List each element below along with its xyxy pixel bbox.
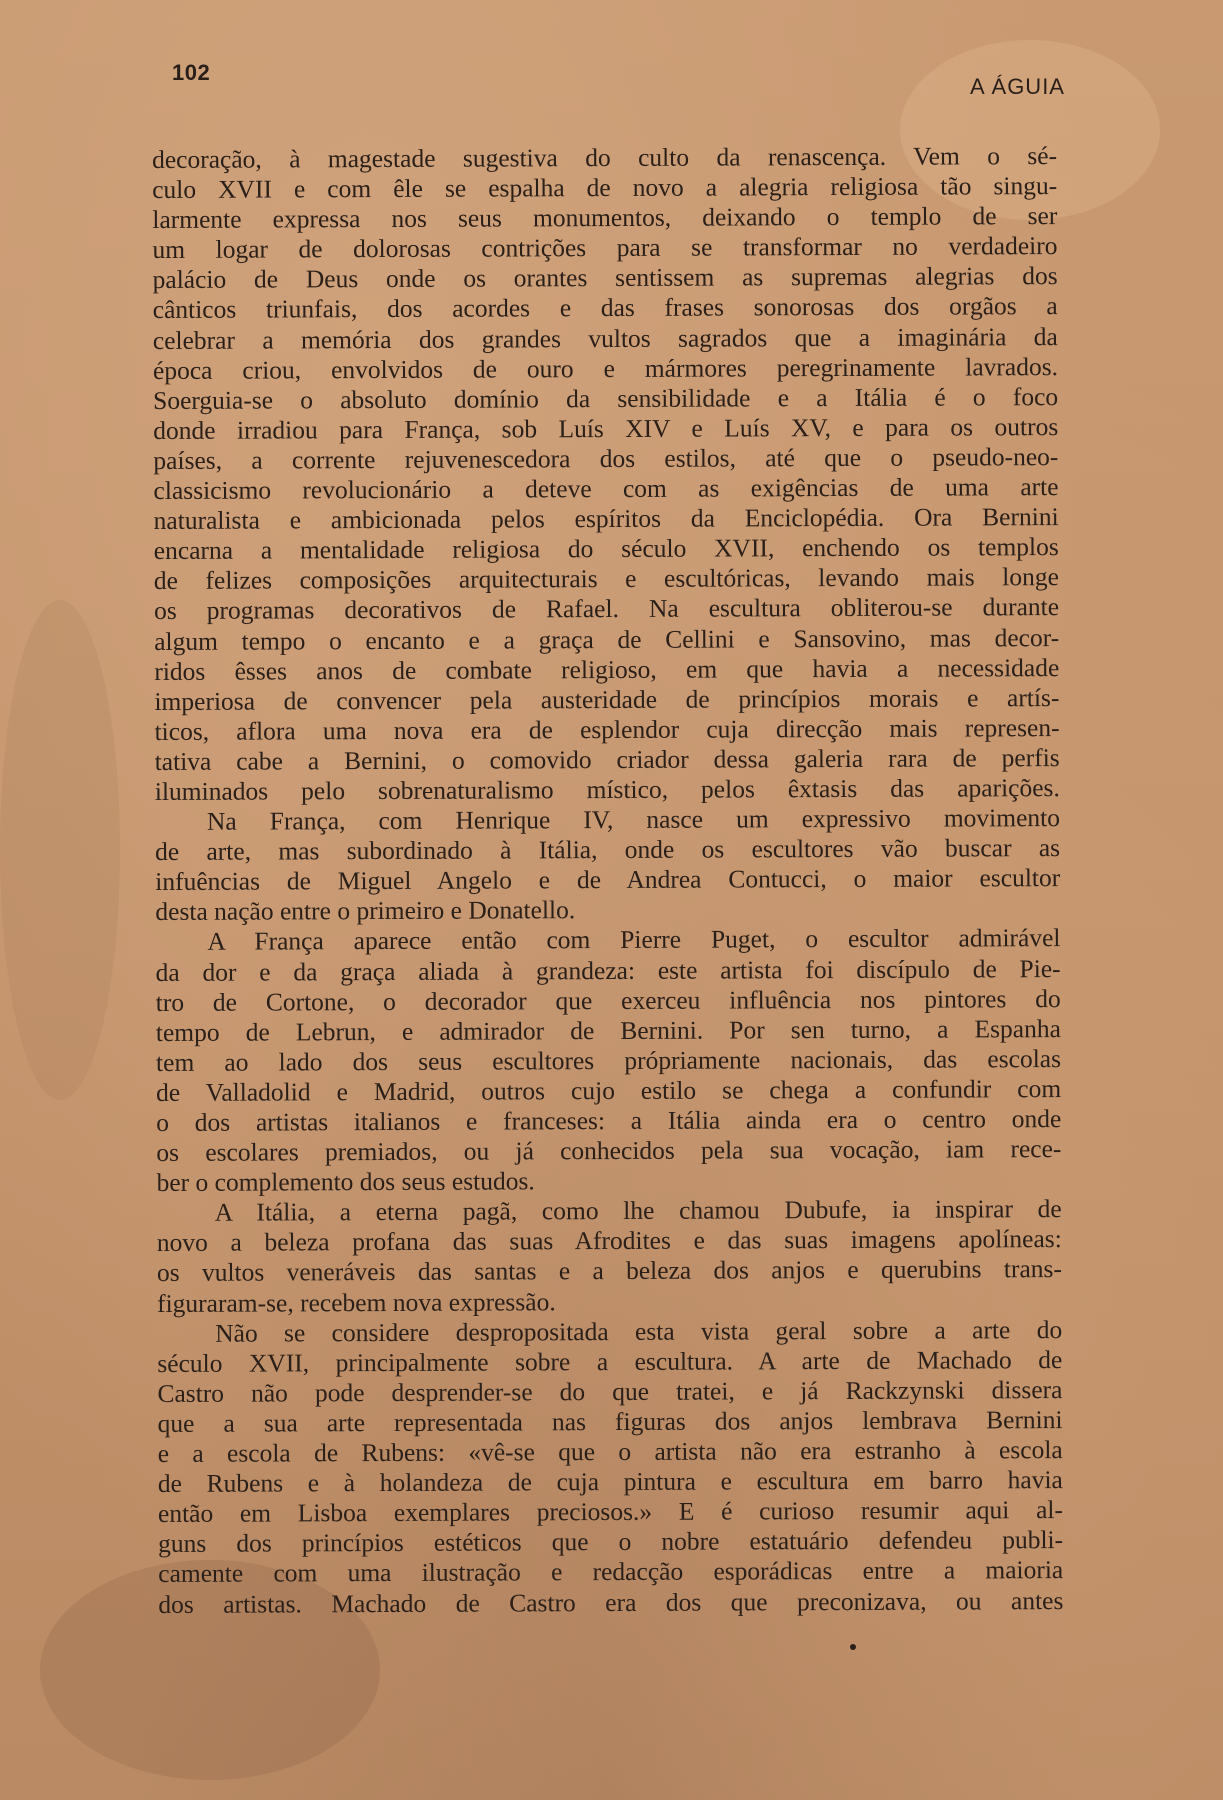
text-line: século XVII, principalmente sobre a escultura. A arte de Machado de — [157, 1344, 1063, 1378]
page-number: 102 — [172, 60, 211, 85]
text-line: culo XVII e com êle se espalha de novo a alegria religiosa tão singu- — [152, 171, 1058, 205]
text-line: decoração, à magestade sugestiva do culto da renascença. Vem o sé- — [152, 141, 1058, 174]
text-line: então em Lisboa exemplares preciosos.» E é curioso resumir aqui al- — [157, 1495, 1064, 1529]
text-line: época criou, envolvidos de ouro e mármores peregrinamente lavrados. — [152, 351, 1059, 385]
paragraph-first-line: Não se considere despropositada esta vista geral sobre a arte do — [215, 1314, 1063, 1348]
text-line: iluminados pelo sobrenaturalismo místico, pelos êxtasis das aparições. — [154, 773, 1060, 806]
text-line: de arte, mas subordinado à Itália, onde os escultores vão buscar as — [155, 833, 1061, 867]
text-line: larmente expressa nos seus monumentos, deixando o templo de ser — [152, 201, 1058, 235]
text-line: da dor e da graça aliada à grandeza: este artista foi discípulo de Pie- — [155, 953, 1061, 987]
text-line: encarna a mentalidade religiosa do século XVII, enchendo os templos — [153, 532, 1059, 566]
text-line: donde irradiou para França, sob Luís XIV e Luís XV, e para os outros — [153, 411, 1059, 445]
text-line: países, a corrente rejuvenescedora dos estilos, até que o pseudo-neo- — [153, 441, 1059, 475]
text-line: celebrar a memória dos grandes vultos sagrados que a imaginária da — [152, 321, 1058, 355]
journal-title: A ÁGUIA — [969, 74, 1065, 99]
text-line: classicismo revolucionário a deteve com as exigências de uma arte — [153, 472, 1059, 506]
paragraph-first-line: Na França, com Henrique IV, nasce um expressivo movimento — [206, 803, 1061, 836]
text-line: de felizes composições arquitecturais e escultóricas, levando mais longe — [153, 562, 1059, 596]
running-head — [172, 58, 1065, 98]
text-line: de Rubens e à holandeza de cuja pintura e escultura em barro havia — [157, 1465, 1063, 1499]
text-line: dos artistas. Machado de Castro era dos que preconizava, ou antes — [158, 1585, 1064, 1619]
text-line: novo a beleza profana das suas Afrodites e das suas imagens apolíneas: — [156, 1224, 1062, 1258]
text-line: tempo de Lebrun, e admirador de Bernini. Por sen turno, a Espanha — [155, 1013, 1061, 1047]
paragraph-last-line: ber o complemento dos seus estudos. — [156, 1166, 535, 1198]
text-line: o dos artistas italianos e franceses: a Itália ainda era o centro onde — [156, 1104, 1062, 1137]
text-line: os vultos veneráveis das santas e a beleza dos anjos e querubins trans- — [156, 1254, 1062, 1288]
text-line: Soerguia-se o absoluto domínio da sensibilidade e a Itália é o foco — [153, 381, 1059, 415]
text-line: cânticos triunfais, dos acordes e das frases sonorosas dos orgãos a — [152, 291, 1058, 325]
text-line: algum tempo o encanto e a graça de Cellini e Sansovino, mas decor- — [154, 622, 1060, 656]
text-line: tro de Cortone, o decorador que exerceu influência nos pintores do — [155, 983, 1061, 1017]
text-line: de Valladolid e Madrid, outros cujo estilo se chega a confundir com — [156, 1073, 1062, 1107]
text-line: os escolares premiados, ou já conhecidos pela sua vocação, iam rece- — [156, 1134, 1062, 1168]
text-line: guns dos princípios estéticos que o nobre estatuário defendeu publi- — [158, 1525, 1064, 1559]
text-line: e a escola de Rubens: «vê-se que o artista não era estranho à escola — [157, 1435, 1063, 1469]
paragraph-last-line: desta nação entre o primeiro e Donatello. — [155, 895, 576, 927]
text-line: infuências de Miguel Angelo e de Andrea Contucci, o maior escultor — [155, 863, 1061, 897]
text-line: naturalista e ambicionada pelos espíritos da Enciclopédia. Ora Bernini — [153, 502, 1059, 536]
text-line: tativa cabe a Bernini, o comovido criador dessa galeria rara de perfis — [154, 742, 1060, 776]
text-line: ridos êsses anos de combate religioso, em que havia a necessidade — [154, 652, 1060, 686]
text-line: palácio de Deus onde os orantes sentissem as supremas alegrias dos — [152, 261, 1058, 295]
paragraph-last-line: figuraram-se, recebem nova expressão. — [156, 1286, 556, 1318]
paragraph-first-line: A Itália, a eterna pagã, como lhe chamou Dubufe, ia inspirar de — [214, 1194, 1062, 1228]
text-line: Castro não pode desprender-se do que tratei, e já Rackzynski dissera — [157, 1374, 1063, 1408]
paper-stain — [0, 600, 120, 1100]
text-line: tem ao lado dos seus escultores própriamente nacionais, das escolas — [155, 1043, 1062, 1077]
body-text — [152, 141, 1063, 1620]
text-line: os programas decorativos de Rafael. Na escultura obliterou-se durante — [153, 592, 1060, 626]
text-line: imperiosa de convencer pela austeridade de princípios morais e artís- — [154, 682, 1060, 716]
ink-speck — [850, 1644, 856, 1650]
paragraph-first-line: A França aparece então com Pierre Puget, o escultor admirável — [207, 923, 1061, 957]
text-line: ticos, aflora uma nova era de esplendor cuja direcção mais represen- — [154, 712, 1060, 746]
text-line: que a sua arte representada nas figuras dos anjos lembrava Bernini — [157, 1404, 1063, 1438]
text-line: um logar de dolorosas contrições para se transformar no verdadeiro — [152, 231, 1058, 265]
text-line: camente com uma ilustração e redacção esporádicas entre a maioria — [158, 1555, 1064, 1589]
